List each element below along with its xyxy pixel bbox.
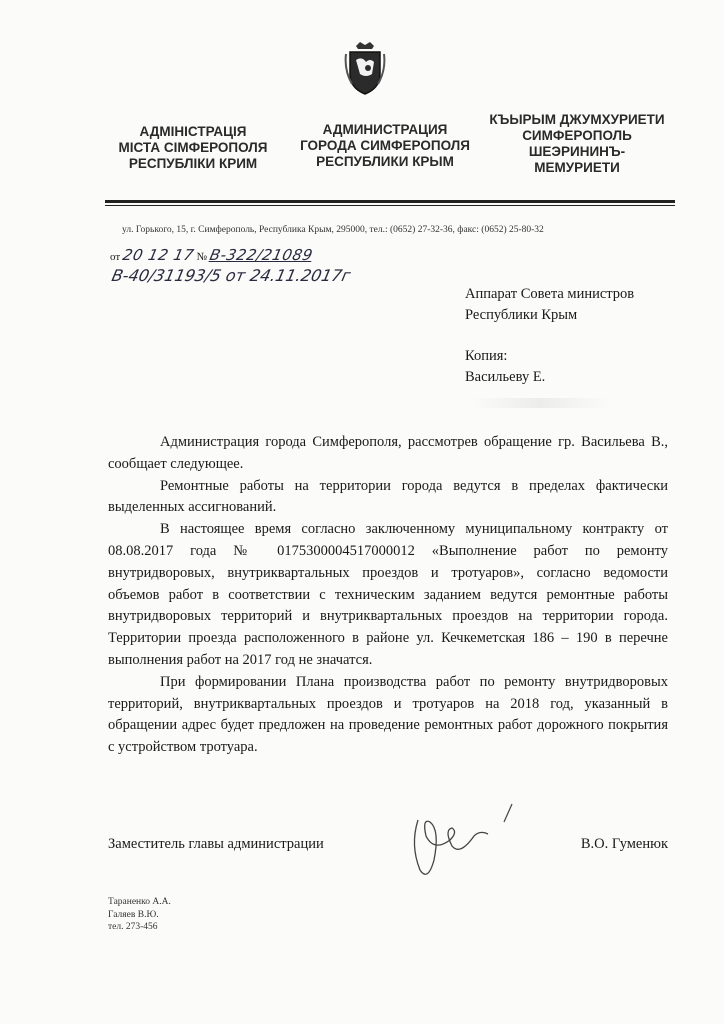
copy-recipient: Васильеву Е.	[465, 369, 546, 385]
letter-body	[108, 432, 668, 759]
copy-label: Копия:	[465, 348, 508, 364]
executor-line: Тараненко А.А.	[108, 897, 171, 907]
number-label: №	[196, 251, 207, 263]
header-crh-line: ШЕЭРИНИНЪ-	[528, 144, 626, 159]
header-crh-line: СИМФЕРОПОЛЬ	[522, 128, 632, 143]
header-ua-line: МІСТА СІМФЕРОПОЛЯ	[118, 140, 268, 155]
from-label: от	[110, 251, 121, 263]
executor-line: Галяев В.Ю.	[108, 909, 159, 920]
registration-line	[110, 246, 315, 264]
body-paragraph: Администрация города Симферополя, рассмотрев обращение гр. Васильева В., сообщает следующее.	[108, 434, 668, 472]
executor-phone: тел. 273-456	[108, 922, 158, 932]
reference-number: В-40/31193/5 от 24.11.2017г	[109, 266, 353, 285]
header-ru-line: АДМИНИСТРАЦИЯ	[322, 122, 448, 137]
handwritten-signature-icon	[400, 800, 530, 890]
header-ru-line: РЕСПУБЛИКИ КРЫМ	[316, 154, 454, 169]
header-ua-line: АДМІНІСТРАЦІЯ	[139, 124, 247, 139]
executors-block	[108, 896, 171, 934]
reference-line	[109, 266, 353, 286]
body-paragraph: При формировании Плана производства работ по ремонту внутридворовых территорий, внутриквартальных проездов и тротуаров на 2018 год, указанный в обращении адрес будет предложен на проведение ремонтных работ дорожного покрытия с устройством тротуара.	[108, 673, 668, 756]
coat-of-arms-icon	[344, 40, 386, 96]
registration-number: В-322/21089	[207, 246, 315, 264]
body-paragraph: Ремонтные работы на территории города ведутся в пределах фактически выделенных ассигнований.	[108, 477, 668, 516]
header-crh-line: КЪЫРЫМ ДЖУМХУРИЕТИ	[489, 112, 665, 127]
redacted-area	[470, 398, 610, 408]
header-crimean-tatar	[482, 112, 672, 176]
header-rule-thin	[105, 205, 675, 206]
header-ukrainian	[108, 124, 278, 172]
signatory-title: Заместитель главы администрации	[108, 836, 324, 852]
header-crh-line: МЕМУРИЕТИ	[534, 160, 620, 175]
header-rule-thick	[105, 200, 675, 203]
signatory-name: В.О. Гуменюк	[580, 836, 668, 852]
addressee-line: Аппарат Совета министров	[465, 286, 635, 302]
body-paragraph: В настоящее время согласно заключенному муниципальному контракту от 08.08.2017 года № 0175300004517000012 «Выполнение работ по ремонту внутридворовых, внутриквартальных проездов и тротуаров», согласно ведомости объемов работ в соответствии с техническим заданием ведутся ремонтные работы внутридворовых территорий и внутриквартальных проездов на территории города. Территории проезда расположенного в районе ул. Кечкеметская 186 – 190 в перечне выполнения работ на 2017 год не значатся.	[108, 521, 668, 668]
address-line: ул. Горького, 15, г. Симферополь, Республика Крым, 295000, тел.: (0652) 27-32-36, факс: (0652) 25-80-32	[122, 225, 544, 235]
header-ua-line: РЕСПУБЛІКИ КРИМ	[128, 156, 258, 171]
registration-date: 20 12 17	[121, 246, 196, 264]
copy-block	[465, 346, 545, 388]
addressee-line: Республики Крым	[465, 307, 578, 323]
header-russian	[290, 122, 480, 170]
addressee-block	[465, 284, 634, 326]
header-ru-line: ГОРОДА СИМФЕРОПОЛЯ	[300, 138, 470, 153]
